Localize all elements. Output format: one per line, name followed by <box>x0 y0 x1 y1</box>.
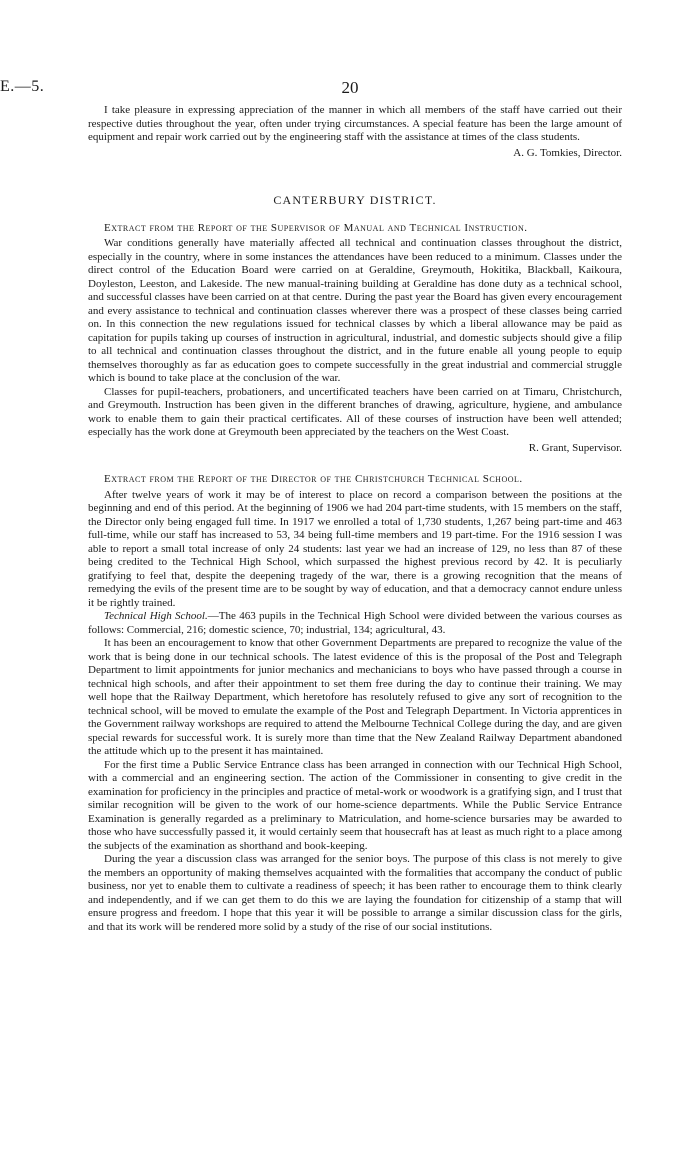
technical-high-school-label: Technical High School. <box>104 610 208 622</box>
supervisor-signature: R. Grant, Supervisor. <box>528 441 622 454</box>
supervisor-paragraph: Classes for pupil-teachers, probationers, and uncertificated teachers have been carried on at Timaru, Christchurch, and Greymouth. Instruction has been given in the different branches of drawing, agriculture, hygiene, and ambulance work to enable them to gain their practical certificates. All of these courses of instruction have been well attended; especially has the work done at Greymouth been appreciated by the teachers on the West Coast. <box>88 385 622 438</box>
supervisor-paragraph: War conditions generally have materially affected all technical and continuation classes throughout the district, especially in the country, where in some instances the attendances have been reduced to a minimum. Classes under the direct control of the Education Board were carried on at Geraldine, Greymouth, Hokitika, Blackball, Kaikoura, Doyleston, Leeston, and Lakeside. The new manual-training building at Geraldine has done duty as a technical school, and successful classes have been carried on at that centre. During the past year the Board has given every encouragement and every assistance to technical and continuation classes wherever there was a prospect of these classes being carried on. In this connection the new regulations issued for technical classes by which a liberal allowance may be paid as capitation for pupils taking up courses of instruction in agricultural, industrial, and domestic subjects should give a filip to all technical and continuation classes throughout the district, and in the future enable all young people to equip themselves thoroughly as far as education goes to compete successfully in the great industrial and commercial struggle which is bound to take place at the conclusion of the war. <box>88 237 622 384</box>
opening-paragraph: I take pleasure in expressing appreciation of the manner in which all members of the staff have carried out their respective duties throughout the year, often under trying circumstances. A special feature has been the large amount of equipment and repair work carried out by the engineering staff with the assistance at times of the class students. <box>88 104 622 143</box>
director-extract-heading: Extract from the Report of the Director of the Christchurch Technical School. <box>104 473 523 485</box>
report-reference: E.—5. <box>0 78 45 95</box>
technical-high-school-text: —The 463 pupils in the Technical High School were divided between the various courses as follows: Commercial, 216; domestic science, 70; industrial, 134; agricultural, 43. <box>88 610 622 636</box>
director-paragraph: It has been an encouragement to know that other Government Departments are prepared to recognize the value of the work that is being done in our technical schools. The latest evidence of this is the proposal of the Post and Telegraph Department to limit appointments for junior mechanics and mechanicians to boys who have passed through a course in technical high schools, and after their appointment to set them free during the day to continue their training. We may well hope that the Railway Department, which heretofore has resolutely refused to give any sort of recognition to the technical school, will be moved to emulate the example of the Post and Telegraph Department. In Victoria apprentices in the Government railway workshops are required to attend the Melbourne Technical College during the day, and are given special rewards for successful work. It is surely more than time that the New Zealand Railway Department abandoned the attitude which up to the present it has maintained. <box>88 637 622 757</box>
page-body <box>88 104 622 934</box>
technical-high-school-paragraph <box>88 610 622 637</box>
district-title: CANTERBURY DISTRICT. <box>273 193 437 207</box>
page-number: 20 <box>341 78 359 97</box>
director-paragraph: After twelve years of work it may be of interest to place on record a comparison between the positions at the beginning and end of this period. At the beginning of 1906 we had 204 part-time students, with 15 members on the staff, the Director only being engaged full time. In 1917 we enrolled a total of 1,730 students, 1,267 being part-time and 463 full-time, while our staff has increased to 53, 34 being full-time members and 19 part-time. For the 1916 session I was able to report a small total increase of only 24 students: last year we had an increase of 129, no less than 87 of these being credited to the Technical High School, which surpassed the highest previous record by 42. It is peculiarly gratifying to feel that, despite the deepening tragedy of the war, there is a growing recognition that the means of remedying the evils of the present time are to be sought by way of education, and that a democracy cannot endure unless it be rightly trained. <box>88 488 622 609</box>
director-paragraph: During the year a discussion class was arranged for the senior boys. The purpose of this class is not merely to give the members an opportunity of making themselves acquainted with the formalities that accompany the conduct of public business, nor yet to enable them to cultivate a readiness of speech; it has been rather to encourage them to think clearly and independently, and if we can get them to do this we are laying the foundation for citizenship of a stamp that will ensure progress and freedom. I hope that this year it will be possible to arrange a similar discussion class for the girls, and that its work will be rendered more solid by a study of the rise of our social institutions. <box>88 853 622 933</box>
director-paragraph: For the first time a Public Service Entrance class has been arranged in connection with our Technical High School, with a commercial and an engineering section. The action of the Commissioner in consenting to give credit in the examination for proficiency in the principles and practice of metal-work or woodwork is a gratifying sign, and I trust that similar recognition will be given to the work of our home-science departments. While the Public Service Entrance Examination is generally regarded as a preliminary to Matriculation, and home-science bursaries may be awarded to those who have successfully passed it, it would certainly seem that housecraft has at least as much right to a place among the subjects of the examination as shorthand and book-keeping. <box>88 758 622 852</box>
director-signature: A. G. Tomkies, Director. <box>513 146 622 159</box>
supervisor-extract-heading: Extract from the Report of the Supervisor of Manual and Technical Instruction. <box>104 221 528 234</box>
